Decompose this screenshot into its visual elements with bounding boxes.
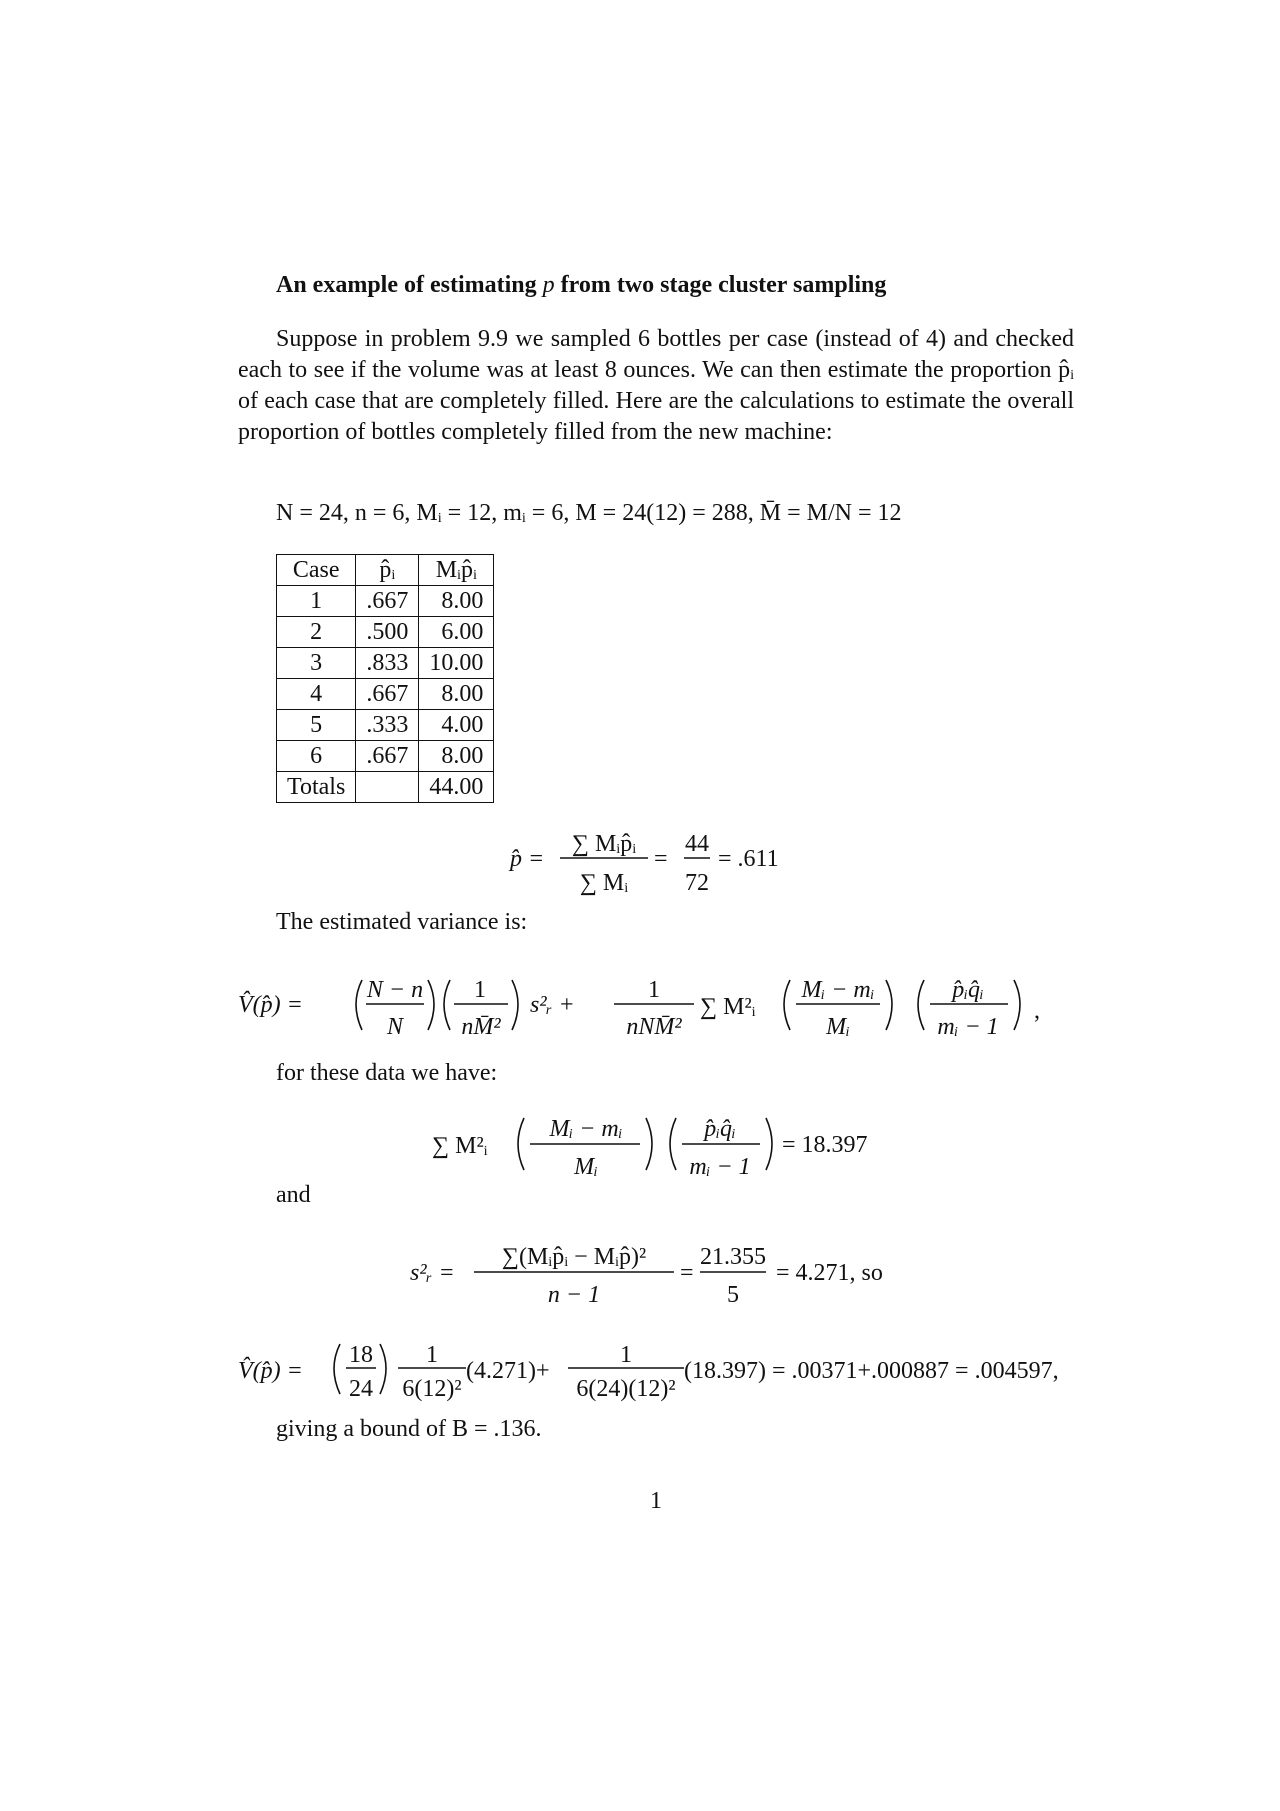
data-intro: for these data we have: xyxy=(276,1060,498,1086)
cell-mphat: 4.00 xyxy=(419,710,494,741)
paren-left xyxy=(918,980,924,1030)
final-mid: (4.271)+ xyxy=(466,1358,550,1384)
paren-left xyxy=(670,1118,676,1170)
header-mphat: Mᵢp̂ᵢ xyxy=(419,555,494,586)
variance-f2-num: 1 xyxy=(474,977,486,1003)
cell-phat: .667 xyxy=(356,741,419,772)
cell-mphat: 8.00 xyxy=(419,741,494,772)
paren-right xyxy=(380,1344,386,1394)
final-f1-den: 24 xyxy=(349,1376,373,1402)
cell-case: 4 xyxy=(277,679,356,710)
final-f2-den: 6(12)² xyxy=(402,1376,462,1402)
intro-text: Suppose in problem 9.9 we sampled 6 bottles per case (instead of 4) and checked each to see if the volume was at least 8 ounces. We can then estimate the proportion p̂ᵢ of each case that are completely filled. Here are the calculations to estimate the overall proportion of bottles completely filled from the new machine: xyxy=(238,326,1074,445)
sum-f1-num: Mᵢ − mᵢ xyxy=(549,1116,623,1142)
paren-left xyxy=(334,1344,340,1394)
and-text: and xyxy=(276,1182,311,1208)
cell-mphat: 8.00 xyxy=(419,586,494,617)
phat-numerator: ∑ Mᵢp̂ᵢ xyxy=(571,831,637,857)
cell-case: 3 xyxy=(277,648,356,679)
variance-f5-num: p̂ᵢq̂ᵢ xyxy=(952,977,984,1003)
variance-f3-den: nNM̄² xyxy=(626,1014,682,1040)
sr-denominator: n − 1 xyxy=(547,1282,601,1308)
paren-right xyxy=(766,1118,772,1170)
paren-right xyxy=(886,980,892,1030)
final-result: (18.397) = .00371+.000887 = .004597, xyxy=(684,1358,1059,1384)
sr-equation xyxy=(410,1244,883,1308)
cell-mphat: 8.00 xyxy=(419,679,494,710)
phat-denominator: ∑ Mᵢ xyxy=(579,870,629,896)
header-case: Case xyxy=(277,555,356,586)
variance-lhs: V̂(p̂) = xyxy=(238,992,303,1018)
paren-right xyxy=(428,980,434,1030)
paren-left xyxy=(784,980,790,1030)
variance-sr: s²ᵣ + xyxy=(530,992,575,1018)
sum-f1-den: Mᵢ xyxy=(574,1154,598,1180)
paren-right xyxy=(646,1118,652,1170)
cell-case: 6 xyxy=(277,741,356,772)
cell-total-value: 44.00 xyxy=(419,772,494,803)
definitions-line: N = 24, n = 6, Mᵢ = 12, mᵢ = 6, M = 24(12) = 288, M̄ = M/N = 12 xyxy=(276,500,902,526)
header-phat: p̂ᵢ xyxy=(356,555,419,586)
sum-f2-den: mᵢ − 1 xyxy=(689,1154,751,1180)
page-number: 1 xyxy=(650,1488,662,1514)
paren-left xyxy=(444,980,450,1030)
phat-equation xyxy=(508,831,779,896)
variance-f3-num: 1 xyxy=(648,977,660,1003)
phat-lhs: p̂ = xyxy=(510,846,545,872)
cell-mphat: 10.00 xyxy=(419,648,494,679)
sum-equation xyxy=(432,1116,868,1180)
sr-num2: 21.355 xyxy=(700,1244,766,1270)
paren-left xyxy=(356,980,362,1030)
sr-lhs: s²ᵣ = xyxy=(410,1260,455,1286)
cell-phat: .500 xyxy=(356,617,419,648)
variance-f4-den: Mᵢ xyxy=(826,1014,850,1040)
sum-result: = 18.397 xyxy=(782,1132,868,1158)
phat-equals: = xyxy=(654,846,668,872)
paren-left xyxy=(518,1118,524,1170)
title-suffix: from two stage cluster sampling xyxy=(560,272,887,298)
variance-tail: , xyxy=(1034,998,1040,1024)
cell-totals-label: Totals xyxy=(277,772,356,803)
sr-result: = 4.271, so xyxy=(776,1260,883,1286)
sr-equals: = xyxy=(680,1260,694,1286)
sr-numerator: ∑(Mᵢp̂ᵢ − Mᵢp̂)² xyxy=(501,1244,647,1270)
phat-result: = .611 xyxy=(718,846,779,872)
cell-phat: .833 xyxy=(356,648,419,679)
cell-case: 1 xyxy=(277,586,356,617)
phat-num2: 44 xyxy=(685,831,709,857)
title-variable: p xyxy=(542,272,555,298)
variance-f2-den: nM̄² xyxy=(461,1014,501,1040)
paren-right xyxy=(512,980,518,1030)
final-variance-equation xyxy=(238,1342,1059,1402)
bound-text: giving a bound of B = .136. xyxy=(276,1416,542,1442)
final-f1-num: 18 xyxy=(349,1342,373,1368)
cell-phat: .667 xyxy=(356,586,419,617)
variance-f4-num: Mᵢ − mᵢ xyxy=(801,977,875,1003)
variance-sum: ∑ M²ᵢ xyxy=(700,994,756,1020)
variance-f1-num: N − n xyxy=(366,977,424,1003)
sum-f2-num: p̂ᵢq̂ᵢ xyxy=(704,1116,736,1142)
final-f3-den: 6(24)(12)² xyxy=(576,1376,676,1402)
sum-symbol: ∑ M²ᵢ xyxy=(432,1133,488,1159)
variance-equation xyxy=(238,977,1040,1040)
paren-right xyxy=(1014,980,1020,1030)
phat-den2: 72 xyxy=(685,870,709,896)
variance-f5-den: mᵢ − 1 xyxy=(937,1014,999,1040)
cell-phat: .667 xyxy=(356,679,419,710)
cell-mphat: 6.00 xyxy=(419,617,494,648)
title-prefix: An example of estimating xyxy=(276,272,537,298)
final-lhs: V̂(p̂) = xyxy=(238,1358,303,1384)
cell-case: 5 xyxy=(277,710,356,741)
final-f3-num: 1 xyxy=(620,1342,632,1368)
cell-phat: .333 xyxy=(356,710,419,741)
variance-intro: The estimated variance is: xyxy=(276,909,528,935)
cell-case: 2 xyxy=(277,617,356,648)
variance-f1-den: N xyxy=(386,1014,404,1040)
final-f2-num: 1 xyxy=(426,1342,438,1368)
sr-den2: 5 xyxy=(727,1282,739,1308)
